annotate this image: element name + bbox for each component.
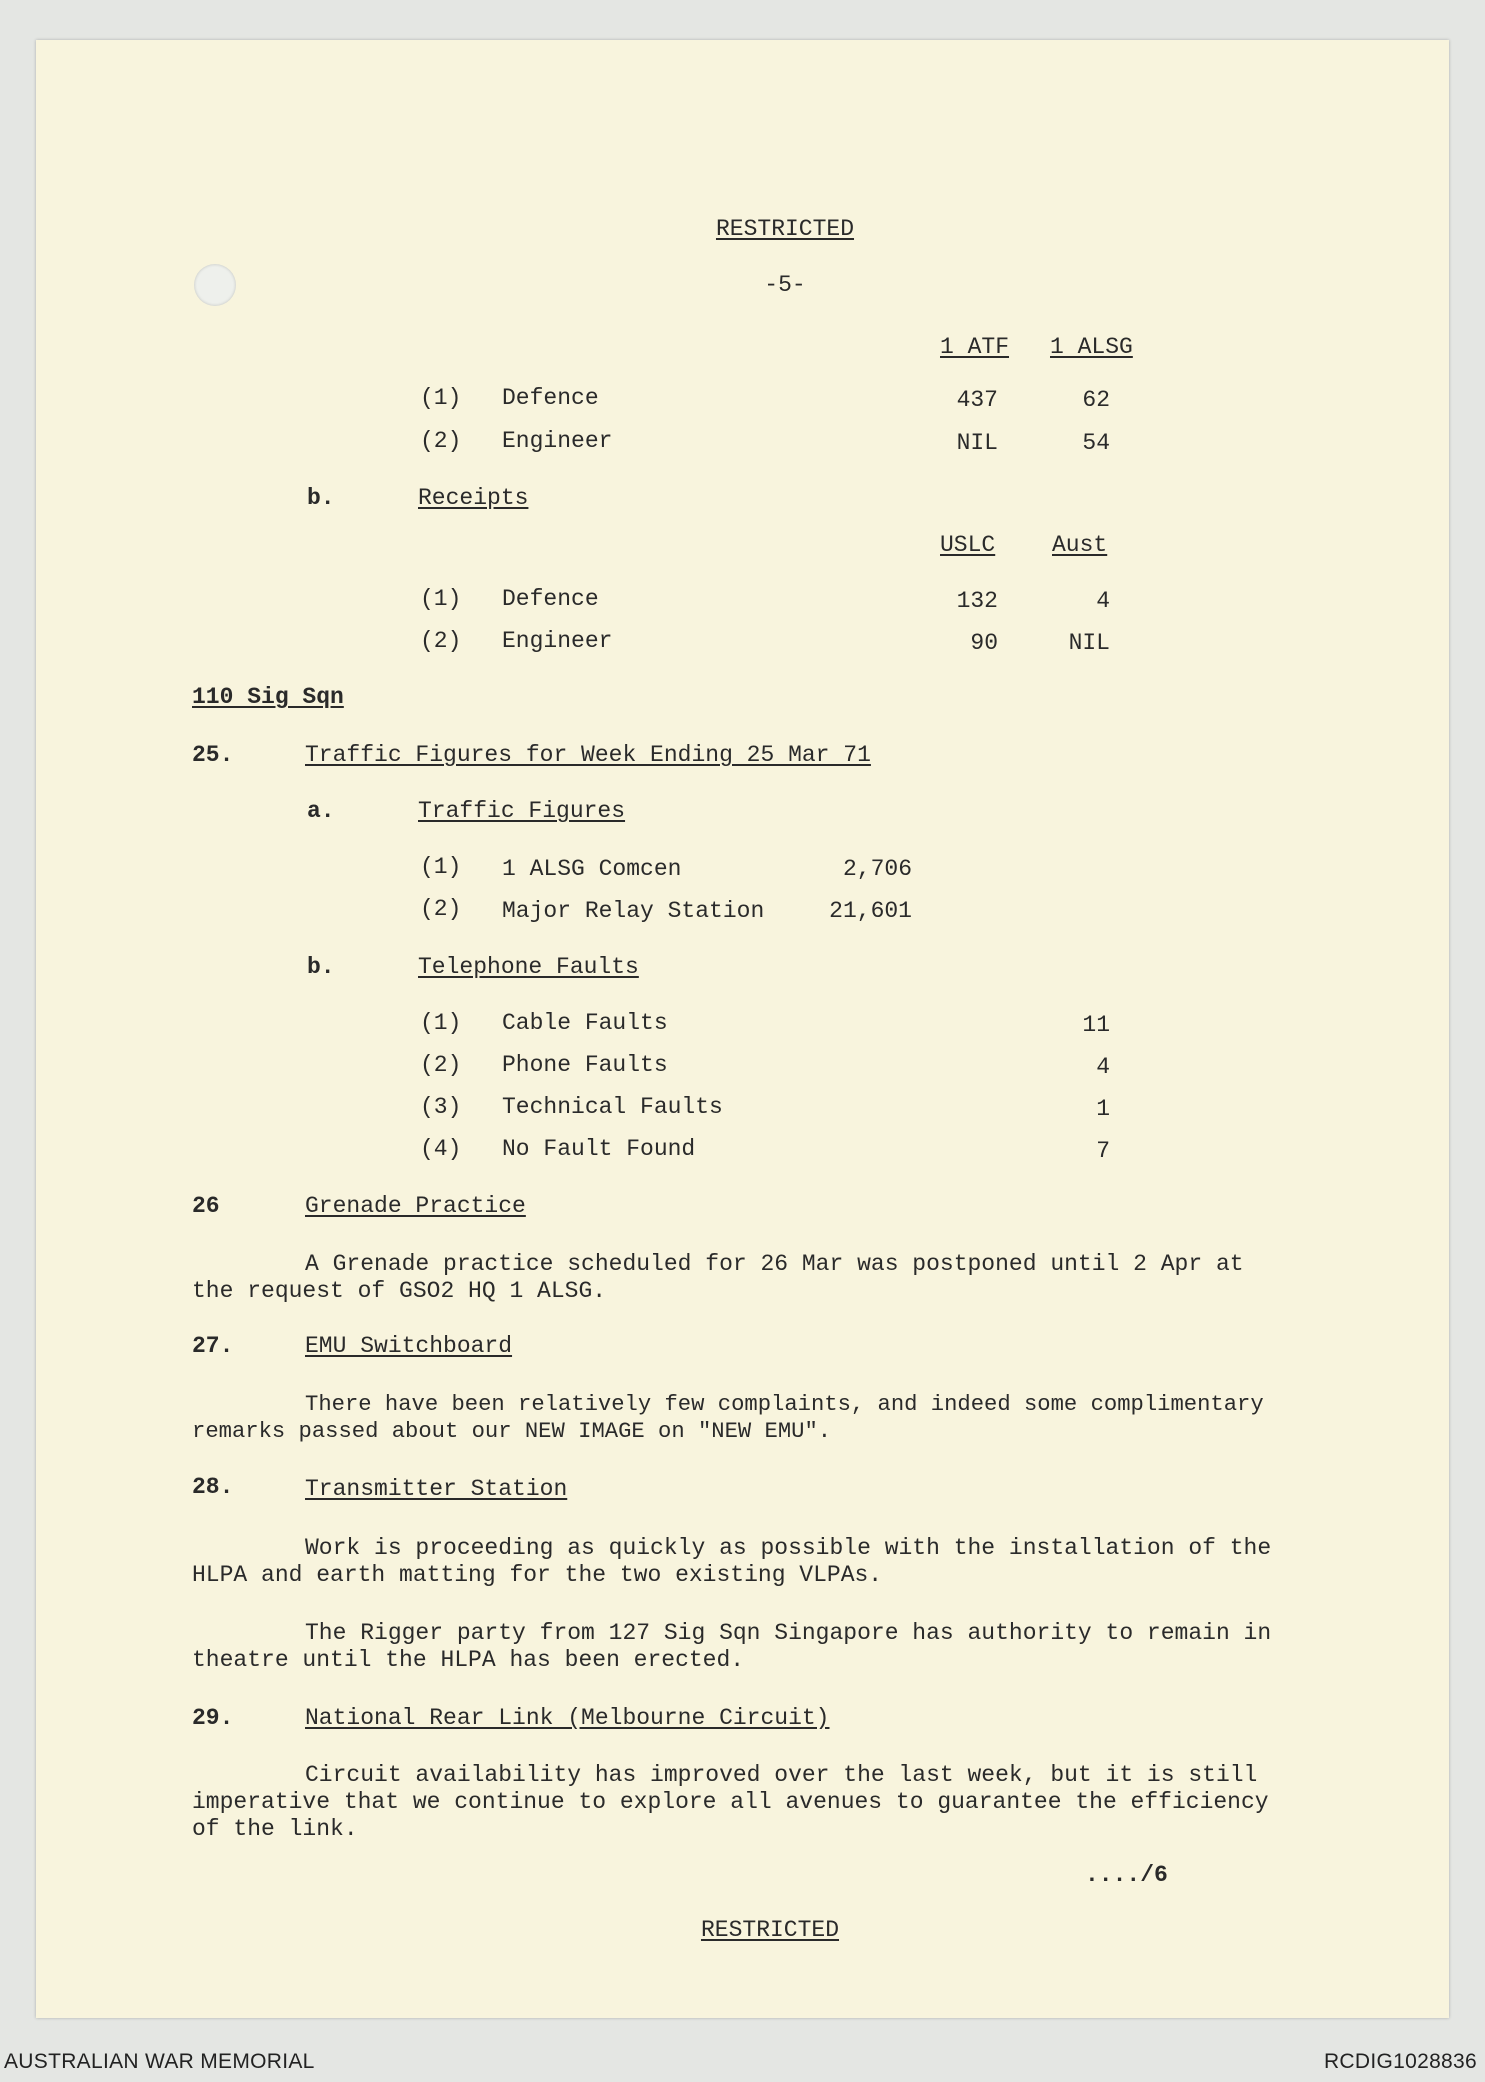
sub-letter: b. [307, 485, 335, 511]
row-value: 2,706 [842, 856, 912, 882]
row-value: 62 [1082, 387, 1110, 413]
archive-name: AUSTRALIAN WAR MEMORIAL [4, 2050, 315, 2073]
row-num: (2) [420, 628, 462, 654]
unit-heading: 110 Sig Sqn [192, 684, 344, 710]
row-label: Engineer [502, 428, 613, 454]
punch-hole [194, 264, 236, 306]
para-text: There have been relatively few complaints, and indeed some complimentary remarks passed about our NEW IMAGE on "NEW EMU". [192, 1392, 1264, 1444]
row-num: (2) [420, 1052, 462, 1078]
row-label: Engineer [502, 628, 613, 654]
para-number: 25. [192, 742, 234, 768]
sub-letter: b. [307, 954, 335, 980]
para-number: 26 [192, 1193, 220, 1219]
row-value: 21,601 [829, 898, 912, 924]
row-value: NIL [1068, 630, 1110, 656]
row-label: Major Relay Station [502, 898, 765, 924]
row-num: (1) [420, 1010, 462, 1036]
col-header-uslc: USLC [940, 532, 996, 558]
row-label: Phone Faults [502, 1052, 668, 1078]
para-text: Circuit availability has improved over the last week, but it is still imperative that we continue to explore all avenues to guarantee the efficiency of the link. [192, 1762, 1269, 1842]
row-value: NIL [956, 430, 998, 456]
row-value: 1 [1096, 1096, 1110, 1122]
row-num: (3) [420, 1094, 462, 1120]
col-header-aust: Aust [1052, 532, 1108, 558]
para-number: 29. [192, 1705, 234, 1731]
row-label: Defence [502, 385, 599, 411]
col-header-1alsg: 1 ALSG [1050, 334, 1133, 360]
row-num: (4) [420, 1136, 462, 1162]
row-value: 4 [1096, 1054, 1110, 1080]
archive-id: RCDIG1028836 [1323, 2050, 1477, 2073]
row-num: (1) [420, 854, 462, 880]
para-text: The Rigger party from 127 Sig Sqn Singapore has authority to remain in theatre until the HLPA has been erected. [192, 1620, 1272, 1673]
row-value: 11 [1082, 1012, 1110, 1038]
row-value: 4 [1096, 588, 1110, 614]
row-value: 437 [956, 387, 998, 413]
classification-header: RESTRICTED [715, 216, 855, 242]
row-label: No Fault Found [502, 1136, 696, 1162]
row-label: Defence [502, 586, 599, 612]
row-value: 132 [956, 588, 998, 614]
row-num: (1) [420, 385, 462, 411]
row-num: (1) [420, 586, 462, 612]
para-text: A Grenade practice scheduled for 26 Mar was postponed until 2 Apr at the request of GSO2 HQ 1 ALSG. [192, 1251, 1244, 1304]
row-value: 90 [970, 630, 998, 656]
row-value: 7 [1096, 1138, 1110, 1164]
para-number: 27. [192, 1333, 234, 1359]
sub-heading: Telephone Faults [418, 954, 639, 980]
para-number: 28. [192, 1474, 234, 1500]
col-header-1atf: 1 ATF [940, 334, 1010, 360]
row-num: (2) [420, 428, 462, 454]
sub-heading: Traffic Figures [418, 798, 626, 824]
sub-letter: a. [307, 798, 335, 824]
row-label: 1 ALSG Comcen [502, 856, 682, 882]
para-heading: Traffic Figures for Week Ending 25 Mar 71 [305, 742, 871, 768]
receipts-heading: Receipts [418, 485, 529, 511]
row-value: 54 [1082, 430, 1110, 456]
para-text: Work is proceeding as quickly as possible with the installation of the HLPA and earth matting for the two existing VLPAs. [192, 1535, 1272, 1588]
classification-footer: RESTRICTED [700, 1917, 840, 1943]
row-label: Technical Faults [502, 1094, 723, 1120]
para-heading: National Rear Link (Melbourne Circuit) [305, 1705, 830, 1731]
row-label: Cable Faults [502, 1010, 668, 1036]
para-heading: EMU Switchboard [305, 1333, 513, 1359]
row-num: (2) [420, 896, 462, 922]
para-heading: Grenade Practice [305, 1193, 526, 1219]
continuation-marker: ..../6 [1085, 1862, 1168, 1888]
para-heading: Transmitter Station [305, 1476, 568, 1502]
page-number: -5- [764, 272, 806, 298]
